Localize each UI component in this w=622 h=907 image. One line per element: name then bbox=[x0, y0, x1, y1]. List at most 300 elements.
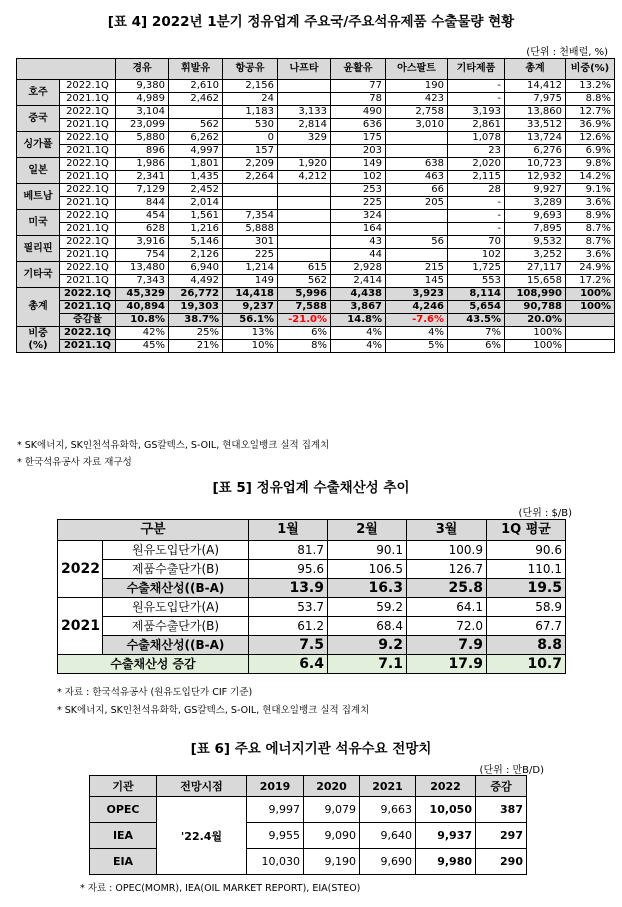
table-cell: 19,303 bbox=[169, 301, 223, 314]
table-cell: 25% bbox=[169, 327, 223, 340]
country-label: 일본 bbox=[17, 158, 60, 184]
table-cell: 2,414 bbox=[331, 275, 386, 288]
table-cell: 190 bbox=[386, 80, 448, 93]
country-label: 필리핀 bbox=[17, 236, 60, 262]
table-cell: - bbox=[448, 210, 505, 223]
table-row bbox=[58, 541, 566, 560]
share-label-line2: (%) bbox=[28, 339, 48, 351]
table-cell: 14,418 bbox=[223, 288, 278, 301]
table-cell: 8.8 bbox=[487, 636, 566, 655]
table-cell: 2,264 bbox=[223, 171, 278, 184]
diff-value: 6.4 bbox=[249, 655, 328, 674]
table-cell: 387 bbox=[476, 797, 527, 823]
table-cell: 4,492 bbox=[169, 275, 223, 288]
table-cell: 9,237 bbox=[223, 301, 278, 314]
table-cell: 36.9% bbox=[566, 119, 615, 132]
quarter-label: 2021.1Q bbox=[60, 301, 116, 314]
table4-unit: (단위 : 천배럴, %) bbox=[526, 47, 608, 58]
column-header: 2월 bbox=[328, 520, 407, 541]
row-label: 수출채산성((B-A) bbox=[103, 636, 249, 655]
table-cell: 24 bbox=[223, 93, 278, 106]
table-cell: 100% bbox=[505, 327, 566, 340]
table-row bbox=[17, 327, 615, 340]
country-label: 기타국 bbox=[17, 262, 60, 288]
table-cell: 6,940 bbox=[169, 262, 223, 275]
table-cell: 1,920 bbox=[278, 158, 331, 171]
table-cell: - bbox=[448, 223, 505, 236]
table-row bbox=[90, 776, 527, 797]
table-cell: 6,276 bbox=[505, 145, 566, 158]
table-cell: 423 bbox=[386, 93, 448, 106]
table-cell: 9,927 bbox=[505, 184, 566, 197]
table-row bbox=[17, 262, 615, 275]
column-header: 구분 bbox=[58, 520, 249, 541]
growth-value: 56.1% bbox=[223, 314, 278, 327]
year-label: 2022 bbox=[58, 541, 103, 598]
table-row bbox=[17, 145, 615, 158]
table-cell: 2,020 bbox=[448, 158, 505, 171]
table-cell: 844 bbox=[116, 197, 169, 210]
quarter-label: 2022.1Q bbox=[60, 236, 116, 249]
column-header: 2020 bbox=[304, 776, 360, 797]
table-cell: 463 bbox=[386, 171, 448, 184]
table-cell bbox=[386, 132, 448, 145]
table-cell: 4,212 bbox=[278, 171, 331, 184]
quarter-label: 2022.1Q bbox=[60, 80, 116, 93]
table-cell: 9,663 bbox=[360, 797, 416, 823]
table-cell: 6.9% bbox=[566, 145, 615, 158]
growth-value: -21.0% bbox=[278, 314, 331, 327]
table-cell: 45% bbox=[116, 340, 169, 353]
table-row bbox=[17, 106, 615, 119]
table-row bbox=[17, 223, 615, 236]
table-row bbox=[58, 598, 566, 617]
table-row bbox=[17, 119, 615, 132]
table-cell: 90.6 bbox=[487, 541, 566, 560]
table-cell: 33,512 bbox=[505, 119, 566, 132]
table4-export-volume bbox=[16, 58, 615, 353]
table-cell: 2,861 bbox=[448, 119, 505, 132]
table-cell: 2,126 bbox=[169, 249, 223, 262]
table-row bbox=[17, 288, 615, 301]
table-cell: 1,183 bbox=[223, 106, 278, 119]
table-cell: 59.2 bbox=[328, 598, 407, 617]
table-cell: 13,480 bbox=[116, 262, 169, 275]
table-cell: 102 bbox=[331, 171, 386, 184]
table-cell: 3,916 bbox=[116, 236, 169, 249]
table-row bbox=[17, 340, 615, 353]
table-cell: 14,412 bbox=[505, 80, 566, 93]
table-cell: 68.4 bbox=[328, 617, 407, 636]
table-cell: 12,932 bbox=[505, 171, 566, 184]
table-cell bbox=[386, 210, 448, 223]
table-cell bbox=[278, 197, 331, 210]
quarter-label: 2021.1Q bbox=[60, 145, 116, 158]
table-cell: 8.7% bbox=[566, 236, 615, 249]
table-row bbox=[90, 849, 527, 875]
table-cell: 90.1 bbox=[328, 541, 407, 560]
table-cell: 61.2 bbox=[249, 617, 328, 636]
table-row bbox=[58, 636, 566, 655]
table-cell bbox=[278, 223, 331, 236]
table-cell: 2,814 bbox=[278, 119, 331, 132]
table-cell: 9,090 bbox=[304, 823, 360, 849]
year-label: 2021 bbox=[58, 598, 103, 655]
table-cell: 9,955 bbox=[247, 823, 304, 849]
quarter-label: 2022.1Q bbox=[60, 106, 116, 119]
table-cell: 157 bbox=[223, 145, 278, 158]
table-cell: 7,343 bbox=[116, 275, 169, 288]
quarter-label: 2021.1Q bbox=[60, 249, 116, 262]
table-cell: - bbox=[448, 93, 505, 106]
table-row bbox=[17, 275, 615, 288]
table5-title: [표 5] 정유업계 수출채산성 추이 bbox=[212, 480, 410, 496]
table-row bbox=[17, 249, 615, 262]
quarter-label: 2021.1Q bbox=[60, 93, 116, 106]
table-cell: 23,099 bbox=[116, 119, 169, 132]
table-cell: 78 bbox=[331, 93, 386, 106]
table-cell: 638 bbox=[386, 158, 448, 171]
quarter-label: 2021.1Q bbox=[60, 223, 116, 236]
table-cell: 7.9 bbox=[407, 636, 487, 655]
quarter-label: 2022.1Q bbox=[60, 184, 116, 197]
table-cell bbox=[278, 184, 331, 197]
table-cell: 145 bbox=[386, 275, 448, 288]
diff-value: 10.7 bbox=[487, 655, 566, 674]
table-cell: 5,996 bbox=[278, 288, 331, 301]
table-cell: 10,030 bbox=[247, 849, 304, 875]
table-cell bbox=[169, 106, 223, 119]
table-cell: 0 bbox=[223, 132, 278, 145]
table-cell: 13,860 bbox=[505, 106, 566, 119]
table-cell: 5,654 bbox=[448, 301, 505, 314]
table5-unit: (단위 : $/B) bbox=[518, 508, 572, 519]
table6-unit: (단위 : 만B/D) bbox=[479, 765, 544, 776]
table-cell: 562 bbox=[169, 119, 223, 132]
table-cell: 58.9 bbox=[487, 598, 566, 617]
table-cell: 9,937 bbox=[416, 823, 476, 849]
table-cell: 215 bbox=[386, 262, 448, 275]
table-cell: 9,640 bbox=[360, 823, 416, 849]
table-cell: 329 bbox=[278, 132, 331, 145]
table-cell: 8.8% bbox=[566, 93, 615, 106]
table-cell: 56 bbox=[386, 236, 448, 249]
table4-note-1: * SK에너지, SK인천석유화학, GS칼텍스, S-OIL, 현대오일뱅크 실적 집계치 bbox=[17, 440, 330, 451]
table-cell: 1,801 bbox=[169, 158, 223, 171]
table-cell: 4,989 bbox=[116, 93, 169, 106]
table-cell: 149 bbox=[223, 275, 278, 288]
table-cell: 25.8 bbox=[407, 579, 487, 598]
quarter-label: 2021.1Q bbox=[60, 171, 116, 184]
column-header: 2021 bbox=[360, 776, 416, 797]
table-cell: 102 bbox=[448, 249, 505, 262]
table-cell: 100% bbox=[566, 301, 615, 314]
table-cell bbox=[278, 236, 331, 249]
quarter-label: 2022.1Q bbox=[60, 288, 116, 301]
table6-demand-outlook bbox=[89, 775, 527, 875]
growth-value: 14.8% bbox=[331, 314, 386, 327]
quarter-label: 2022.1Q bbox=[60, 262, 116, 275]
table-row bbox=[17, 184, 615, 197]
quarter-label: 2021.1Q bbox=[60, 119, 116, 132]
table-cell: 7,129 bbox=[116, 184, 169, 197]
table-cell: 1,725 bbox=[448, 262, 505, 275]
table-cell: 3,867 bbox=[331, 301, 386, 314]
table-cell: 42% bbox=[116, 327, 169, 340]
table-cell: 13,724 bbox=[505, 132, 566, 145]
table-cell: 27,117 bbox=[505, 262, 566, 275]
table-cell: 3,193 bbox=[448, 106, 505, 119]
diff-value: 17.9 bbox=[407, 655, 487, 674]
table-cell: 19.5 bbox=[487, 579, 566, 598]
diff-label: 수출채산성 증감 bbox=[58, 655, 249, 674]
column-header: 비중(%) bbox=[566, 59, 615, 80]
table-cell: 23 bbox=[448, 145, 505, 158]
table-row bbox=[58, 655, 566, 674]
table-cell: 100% bbox=[505, 340, 566, 353]
growth-value: 20.0% bbox=[505, 314, 566, 327]
table-cell: 77 bbox=[331, 80, 386, 93]
table-cell: 43 bbox=[331, 236, 386, 249]
quarter-label: 2021.1Q bbox=[60, 340, 116, 353]
table-cell: 4% bbox=[331, 340, 386, 353]
column-header: 2019 bbox=[247, 776, 304, 797]
table-cell bbox=[278, 93, 331, 106]
table-cell: 9,190 bbox=[304, 849, 360, 875]
table-cell: 9,380 bbox=[116, 80, 169, 93]
table-cell: 100.9 bbox=[407, 541, 487, 560]
row-label: 제품수출단가(B) bbox=[103, 560, 249, 579]
table-cell: 4,246 bbox=[386, 301, 448, 314]
table-cell bbox=[278, 145, 331, 158]
table4-title: [표 4] 2022년 1분기 정유업계 주요국/주요석유제품 수출물량 현황 bbox=[107, 14, 515, 30]
table-cell: 24.9% bbox=[566, 262, 615, 275]
table-cell bbox=[386, 223, 448, 236]
table-cell: 2,156 bbox=[223, 80, 278, 93]
table-cell: 7.5 bbox=[249, 636, 328, 655]
table-cell: 3,252 bbox=[505, 249, 566, 262]
table-cell: 636 bbox=[331, 119, 386, 132]
table-cell: 81.7 bbox=[249, 541, 328, 560]
growth-value: 38.7% bbox=[169, 314, 223, 327]
table-row bbox=[90, 797, 527, 823]
column-header: 아스팔트 bbox=[386, 59, 448, 80]
table4-note-2: * 한국석유공사 자료 재구성 bbox=[17, 457, 132, 468]
table-row bbox=[17, 93, 615, 106]
table-cell bbox=[278, 210, 331, 223]
table-cell: 3.6% bbox=[566, 197, 615, 210]
table-cell: - bbox=[448, 80, 505, 93]
table-cell: 9.2 bbox=[328, 636, 407, 655]
table-cell: 45,329 bbox=[116, 288, 169, 301]
table-cell bbox=[223, 197, 278, 210]
table-row bbox=[58, 617, 566, 636]
table-cell: 10% bbox=[223, 340, 278, 353]
table-cell: 100% bbox=[566, 288, 615, 301]
diff-value: 7.1 bbox=[328, 655, 407, 674]
table-cell: 12.7% bbox=[566, 106, 615, 119]
table-cell: 1,214 bbox=[223, 262, 278, 275]
table-cell: 110.1 bbox=[487, 560, 566, 579]
column-header: 기타제품 bbox=[448, 59, 505, 80]
table-cell: 7,895 bbox=[505, 223, 566, 236]
table-cell: 5% bbox=[386, 340, 448, 353]
table-cell: 64.1 bbox=[407, 598, 487, 617]
table-cell: 3,133 bbox=[278, 106, 331, 119]
table-cell: 5,146 bbox=[169, 236, 223, 249]
table-cell: 67.7 bbox=[487, 617, 566, 636]
table-cell: 2,209 bbox=[223, 158, 278, 171]
table-cell: 530 bbox=[223, 119, 278, 132]
table-row bbox=[58, 560, 566, 579]
table-row bbox=[17, 132, 615, 145]
quarter-label: 2022.1Q bbox=[60, 210, 116, 223]
empty-cell bbox=[566, 340, 615, 353]
table-cell: 2,758 bbox=[386, 106, 448, 119]
country-label: 싱가폴 bbox=[17, 132, 60, 158]
country-label: 미국 bbox=[17, 210, 60, 236]
table-cell: 95.6 bbox=[249, 560, 328, 579]
table-cell: 6,262 bbox=[169, 132, 223, 145]
row-label: 원유도입단가(A) bbox=[103, 541, 249, 560]
table-cell: 2,014 bbox=[169, 197, 223, 210]
growth-value bbox=[566, 314, 615, 327]
table-cell: 106.5 bbox=[328, 560, 407, 579]
table-cell: 553 bbox=[448, 275, 505, 288]
empty-cell bbox=[566, 327, 615, 340]
table-cell: 2,928 bbox=[331, 262, 386, 275]
table-row bbox=[17, 158, 615, 171]
total-label: 총계 bbox=[17, 288, 60, 327]
growth-value: 10.8% bbox=[116, 314, 169, 327]
table-cell: 10,050 bbox=[416, 797, 476, 823]
table-cell: 3,289 bbox=[505, 197, 566, 210]
table-cell: 203 bbox=[331, 145, 386, 158]
table-cell: 9.8% bbox=[566, 158, 615, 171]
table-cell: 205 bbox=[386, 197, 448, 210]
forecast-date: '22.4월 bbox=[157, 797, 247, 875]
table-cell: 5,880 bbox=[116, 132, 169, 145]
share-label-line1: 비중 bbox=[28, 327, 48, 339]
table-cell: 53.7 bbox=[249, 598, 328, 617]
country-label: 호주 bbox=[17, 80, 60, 106]
table-cell: 3.6% bbox=[566, 249, 615, 262]
table-cell: 490 bbox=[331, 106, 386, 119]
table-row bbox=[17, 210, 615, 223]
table-cell: 6% bbox=[448, 340, 505, 353]
table-cell: 615 bbox=[278, 262, 331, 275]
table-cell: 4% bbox=[331, 327, 386, 340]
table-cell: 324 bbox=[331, 210, 386, 223]
table-cell: 13.9 bbox=[249, 579, 328, 598]
table-cell: 297 bbox=[476, 823, 527, 849]
org-label: EIA bbox=[90, 849, 157, 875]
table-cell: 9.1% bbox=[566, 184, 615, 197]
table-row bbox=[17, 59, 615, 80]
table-cell: 12.6% bbox=[566, 132, 615, 145]
column-header: 2022 bbox=[416, 776, 476, 797]
table-cell: 149 bbox=[331, 158, 386, 171]
table-cell: 10,723 bbox=[505, 158, 566, 171]
table-cell: 1,561 bbox=[169, 210, 223, 223]
table-cell: 3,010 bbox=[386, 119, 448, 132]
column-header: 증감 bbox=[476, 776, 527, 797]
quarter-label: 2022.1Q bbox=[60, 327, 116, 340]
table6-title: [표 6] 주요 에너지기관 석유수요 전망치 bbox=[190, 741, 432, 757]
share-label bbox=[17, 327, 60, 353]
table-cell: 4% bbox=[386, 327, 448, 340]
column-header: 기관 bbox=[90, 776, 157, 797]
table-cell: 21% bbox=[169, 340, 223, 353]
quarter-label: 2021.1Q bbox=[60, 275, 116, 288]
table-cell: 9,980 bbox=[416, 849, 476, 875]
table-cell: 7,354 bbox=[223, 210, 278, 223]
table-cell bbox=[386, 249, 448, 262]
table-cell: 7,588 bbox=[278, 301, 331, 314]
table-cell: 70 bbox=[448, 236, 505, 249]
growth-label: 증감율 bbox=[60, 314, 116, 327]
table5-note-1: * 자료 : 한국석유공사 (원유도입단가 CIF 기준) bbox=[57, 687, 253, 698]
column-header: 나프타 bbox=[278, 59, 331, 80]
table-cell: 44 bbox=[331, 249, 386, 262]
table-cell: 9,079 bbox=[304, 797, 360, 823]
growth-value: -7.6% bbox=[386, 314, 448, 327]
table-row bbox=[90, 823, 527, 849]
table-cell: 2,452 bbox=[169, 184, 223, 197]
table-row bbox=[17, 80, 615, 93]
table5-note-2: * SK에너지, SK인천석유화학, GS칼텍스, S-OIL, 현대오일뱅크 실적 집계치 bbox=[57, 705, 370, 716]
table-cell: 9,690 bbox=[360, 849, 416, 875]
column-header: 1월 bbox=[249, 520, 328, 541]
column-header: 1Q 평균 bbox=[487, 520, 566, 541]
table-cell: 454 bbox=[116, 210, 169, 223]
table-cell: 7,975 bbox=[505, 93, 566, 106]
table-cell: 290 bbox=[476, 849, 527, 875]
column-header: 총계 bbox=[505, 59, 566, 80]
column-header: 3월 bbox=[407, 520, 487, 541]
table-cell: 7% bbox=[448, 327, 505, 340]
table-cell: 1,986 bbox=[116, 158, 169, 171]
table-cell bbox=[223, 184, 278, 197]
table-row bbox=[17, 236, 615, 249]
table-cell bbox=[278, 249, 331, 262]
quarter-label: 2022.1Q bbox=[60, 132, 116, 145]
table-row bbox=[17, 171, 615, 184]
table-cell: 2,341 bbox=[116, 171, 169, 184]
table-cell: 6% bbox=[278, 327, 331, 340]
country-label: 중국 bbox=[17, 106, 60, 132]
table-cell: 66 bbox=[386, 184, 448, 197]
table-cell: 1,435 bbox=[169, 171, 223, 184]
table5-export-profitability bbox=[57, 519, 566, 674]
table-row bbox=[17, 314, 615, 327]
table-cell: 108,990 bbox=[505, 288, 566, 301]
table-cell: 16.3 bbox=[328, 579, 407, 598]
row-label: 수출채산성((B-A) bbox=[103, 579, 249, 598]
table-cell: 26,772 bbox=[169, 288, 223, 301]
table-cell: 1,078 bbox=[448, 132, 505, 145]
table-cell: 72.0 bbox=[407, 617, 487, 636]
table-cell: 896 bbox=[116, 145, 169, 158]
column-header: 전망시점 bbox=[157, 776, 247, 797]
country-label: 베트남 bbox=[17, 184, 60, 210]
quarter-label: 2022.1Q bbox=[60, 158, 116, 171]
growth-value: 43.5% bbox=[448, 314, 505, 327]
table-row bbox=[17, 301, 615, 314]
table-cell: 3,923 bbox=[386, 288, 448, 301]
table-cell: 1,216 bbox=[169, 223, 223, 236]
table-cell: 4,997 bbox=[169, 145, 223, 158]
